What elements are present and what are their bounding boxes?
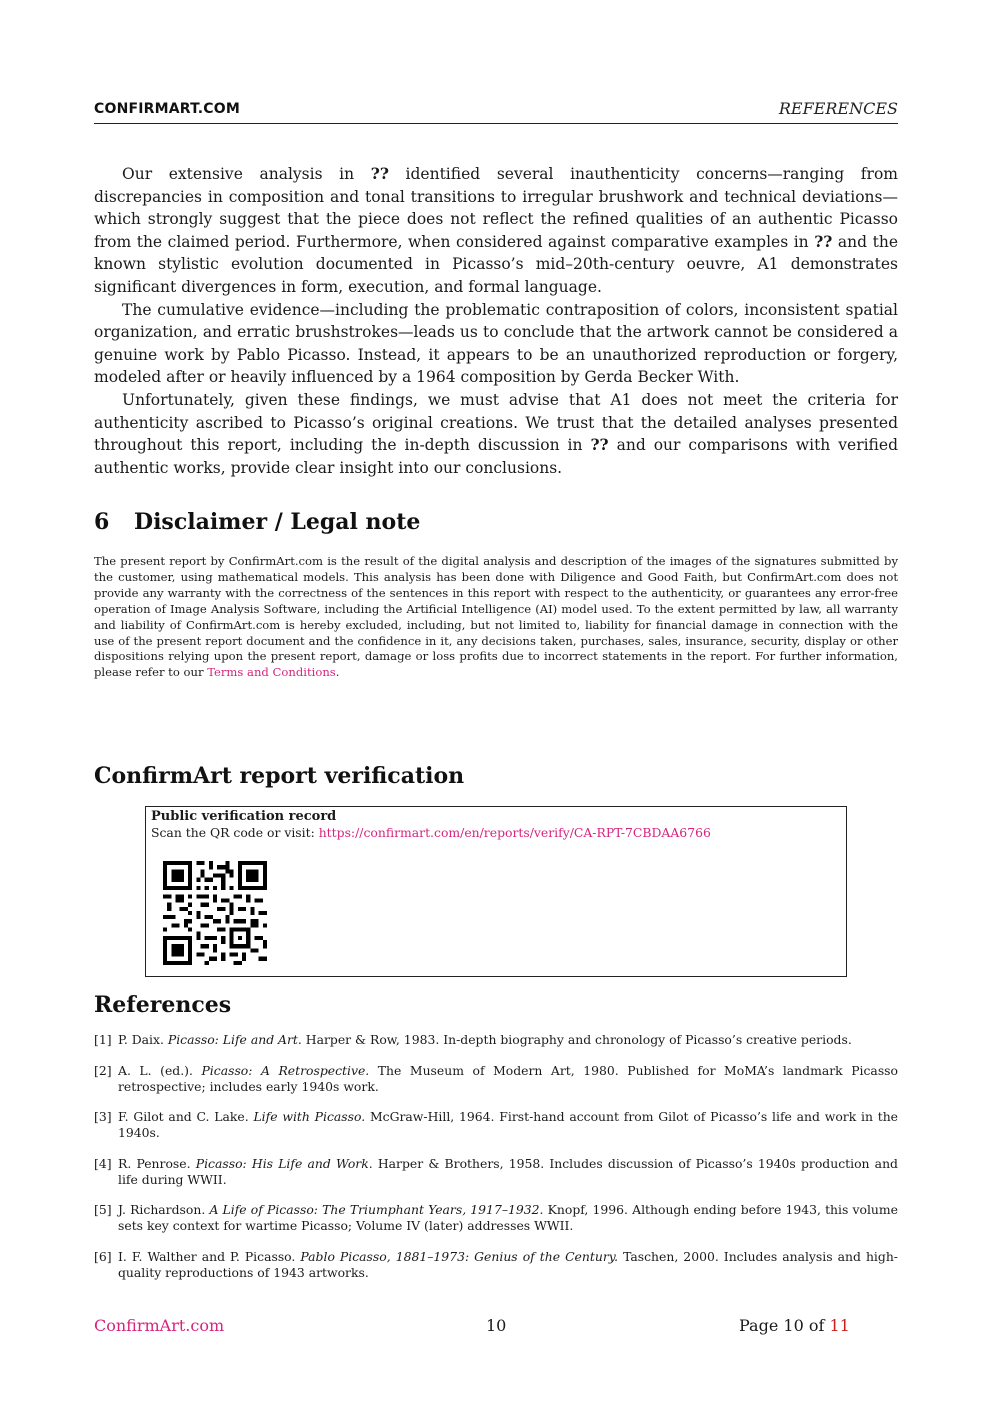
reference-title: Life with Picasso. <box>253 1109 366 1124</box>
terms-link[interactable]: Terms and Conditions <box>207 665 336 680</box>
verification-url-link[interactable]: https://confirmart.com/en/reports/verify/CA-RPT-7CBDAA6766 <box>318 825 711 840</box>
scan-text: Scan the QR code or visit: <box>151 825 319 840</box>
reference-details: Harper & Brothers, 1958. Includes discussion of Picasso’s 1940s production and life during WWII. <box>118 1155 898 1187</box>
reference-number: [5] <box>94 1202 112 1217</box>
text-run: Our extensive analysis in <box>122 165 371 183</box>
reference-details: Knopf, 1996. Although ending before 1943, this volume sets key context for wartime Picasso; Volume IV (later) addresses WWII. <box>118 1202 898 1233</box>
legal-end: . <box>335 665 340 680</box>
references-heading: References <box>94 992 232 1018</box>
conclusion-text <box>94 163 898 479</box>
reference-item <box>94 1156 898 1188</box>
reference-details: The Museum of Modern Art, 1980. Published for MoMA’s landmark Picasso retrospective; includes early 1940s work. <box>118 1062 898 1094</box>
reference-authors: P. Daix. <box>118 1032 168 1047</box>
verification-box <box>145 806 847 977</box>
section-number: 6 <box>94 509 110 535</box>
reference-authors: R. Penrose. <box>118 1155 196 1171</box>
reference-item <box>94 1202 898 1234</box>
reference-number: [6] <box>94 1248 112 1264</box>
paragraph <box>94 163 898 299</box>
reference-title: Picasso: His Life and Work. <box>195 1155 373 1171</box>
unresolved-ref: ?? <box>370 164 389 183</box>
unresolved-ref: ?? <box>590 435 609 455</box>
text-run: and the known stylistic evolution documented in Picasso’s mid–20th-century oeuvre, A1 demonstrates significant divergences in form, execution, and formal language. <box>94 232 898 296</box>
paragraph: The cumulative evidence—including the problematic contraposition of colors, inconsistent spatial organization, and erratic brushstrokes—leads us to conclude that the artwork cannot be considered a genuine work by Pablo Picasso. Instead, it appears to be an unauthorized reproduction or forgery, modeled after or heavily influenced by a 1964 composition by Gerda Becker With. <box>94 300 898 387</box>
reference-title: Picasso: A Retrospective. <box>201 1062 370 1078</box>
legal-text: The present report by ConfirmArt.com is the result of the digital analysis and description of the images of the signatures submitted by the customer, using mathematical models. This analysis has been done with Diligence and Good Faith, but ConfirmArt.com does not provide any warranty with the correctness of the sentences in this report with respect to the authenticity, or guarantees any error-free operation of Image Analysis Software, including the Artificial Intelligence (AI) model used. To the extent permitted by law, all warranty and liability of ConfirmArt.com is hereby excluded, including, but not limited to, liability for financial damage in connection with the use of the present report document and the confidence in it, any decisions taken, purchases, sales, insurance, security, display or other dispositions relying upon the present report, damage or loss profits due to incorrect statements in the report. For further information, please refer to our <box>94 554 898 680</box>
reference-title: A Life of Picasso: The Triumphant Years, 1917–1932. <box>209 1202 544 1217</box>
reference-item <box>94 1063 898 1095</box>
reference-details: McGraw-Hill, 1964. First-hand account from Gilot of Picasso’s life and work in the 1940s. <box>118 1109 899 1140</box>
reference-authors: A. L. (ed.). <box>118 1062 202 1078</box>
unresolved-ref: ?? <box>814 231 833 251</box>
reference-authors: F. Gilot and C. Lake. <box>118 1109 254 1124</box>
verification-line <box>151 825 711 840</box>
footer-site-link[interactable]: ConfirmArt.com <box>94 1316 225 1335</box>
page-total: 11 <box>829 1316 850 1335</box>
reference-list <box>94 1032 898 1295</box>
reference-title: Picasso: Life and Art. <box>167 1032 302 1047</box>
reference-number: [2] <box>94 1062 112 1078</box>
reference-number: [1] <box>94 1032 112 1047</box>
reference-authors: J. Richardson. <box>118 1202 210 1217</box>
footer-page-number: 10 <box>486 1316 507 1335</box>
running-title: REFERENCES <box>778 99 898 118</box>
footer-page-count <box>739 1316 850 1335</box>
paragraph <box>94 389 898 479</box>
reference-number: [3] <box>94 1109 112 1124</box>
reference-authors: I. F. Walther and P. Picasso. <box>118 1248 301 1264</box>
text-run: Unfortunately, given these findings, we must advise that A1 does not meet the criteria for authenticity ascribed to Picasso’s original creations. We trust that the detailed analyses presented throughout this report, including the in-depth discussion in <box>94 390 898 455</box>
reference-item <box>94 1109 898 1141</box>
legal-note <box>94 554 898 681</box>
running-header <box>94 99 898 124</box>
page-prefix: Page 10 of <box>739 1316 830 1335</box>
reference-item <box>94 1249 898 1281</box>
reference-details: Taschen, 2000. Includes analysis and high-quality reproductions of 1943 artworks. <box>118 1248 898 1280</box>
verification-heading: ConfirmArt report verification <box>94 763 465 789</box>
qr-code-icon[interactable] <box>163 861 267 965</box>
reference-details: Harper & Row, 1983. In-depth biography and chronology of Picasso’s creative periods. <box>301 1032 852 1047</box>
reference-item <box>94 1032 898 1048</box>
section-title: Disclaimer / Legal note <box>134 509 421 535</box>
text-run: identified several inauthenticity concerns—ranging from discrepancies in composition and tonal transitions to irregular brushwork and technical deviations—which strongly suggest that the piece does not reflect the refined qualities of an authentic Picasso from the claimed period. Furthermore, when considered against comparative examples in <box>94 165 898 251</box>
site-logo: CONFIRMART.COM <box>94 101 241 117</box>
page <box>94 0 898 1404</box>
text-run: and our comparisons with verified authentic works, provide clear insight into our conclusions. <box>94 436 898 477</box>
reference-title: Pablo Picasso, 1881–1973: Genius of the Century. <box>300 1248 619 1264</box>
verification-box-title: Public verification record <box>151 809 337 824</box>
reference-number: [4] <box>94 1155 112 1171</box>
section-heading-disclaimer <box>94 509 420 535</box>
